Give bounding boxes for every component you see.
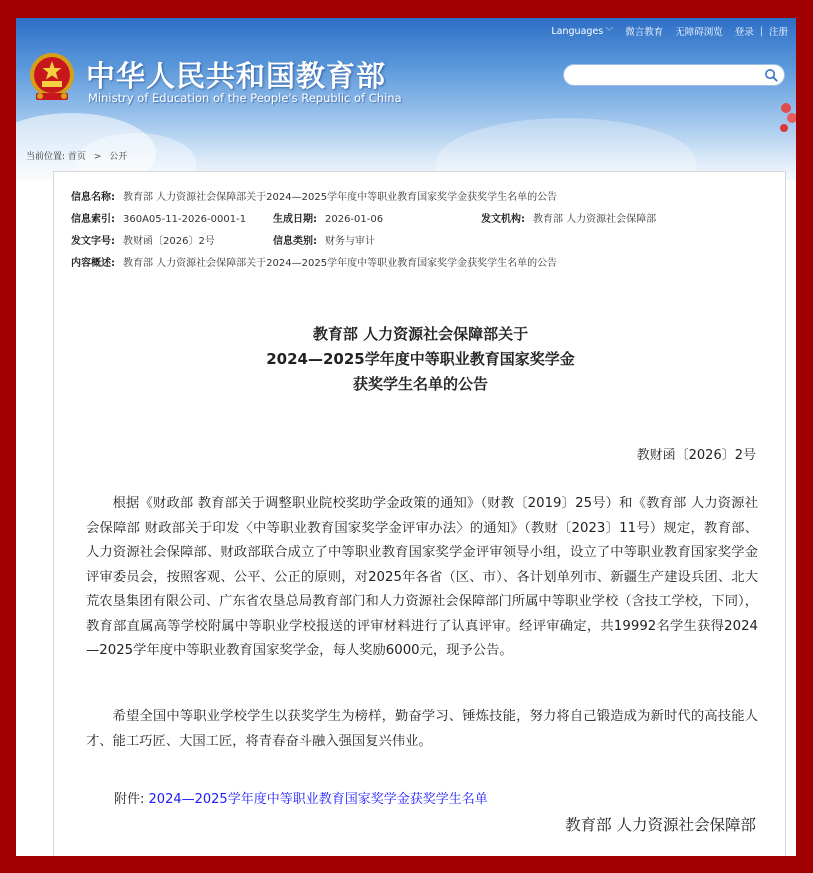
attachment-label: 附件: (114, 792, 145, 807)
breadcrumb (26, 149, 127, 162)
languages-label: Languages (551, 25, 604, 37)
languages-menu[interactable] (551, 26, 613, 37)
meta-row-summary (71, 254, 557, 269)
meta-value: 教育部 人力资源社会保障部关于2024—2025学年度中等职业教育国家奖学金获奖学生名单的公告 (123, 192, 558, 203)
search-input[interactable] (563, 64, 785, 86)
signature: 教育部 人力资源社会保障部 (565, 816, 756, 834)
separator: | (759, 25, 763, 37)
meta-key: 发文字号: (71, 236, 115, 247)
meta-value: 教育部 人力资源社会保障部关于2024—2025学年度中等职业教育国家奖学金获奖学生名单的公告 (123, 258, 558, 269)
chevron-down-icon: ﹀ (605, 26, 614, 36)
meta-row-date (273, 210, 383, 225)
meta-row-category (273, 232, 375, 247)
flower-decoration-icon (774, 98, 796, 138)
site-title[interactable]: 中华人民共和国教育部 (86, 59, 387, 93)
meta-value: 教育部 人力资源社会保障部 (533, 214, 657, 225)
breadcrumb-separator: > (93, 152, 102, 162)
document-number: 教财函〔2026〕2号 (636, 448, 756, 463)
breadcrumb-home-link[interactable]: 首页 (67, 152, 86, 162)
attachment-link[interactable]: 2024—2025学年度中等职业教育国家奖学金获奖学生名单 (148, 792, 488, 807)
document-title-line: 2024—2025学年度中等职业教育国家奖学金 (266, 350, 575, 368)
breadcrumb-label: 当前位置: (26, 152, 66, 162)
document-title-line: 获奖学生名单的公告 (352, 375, 488, 393)
search-icon[interactable] (764, 68, 779, 83)
site-header (16, 18, 796, 180)
meta-key: 信息索引: (71, 214, 115, 225)
site-subtitle: Ministry of Education of the People's Republic of China (88, 91, 402, 105)
meta-row-index (71, 210, 246, 225)
body-paragraph: 希望全国中等职业学校学生以获奖学生为榜样，勤奋学习、锤炼技能，努力将自己锻造成为新时代的高技能人才、能工巧匠、大国工匠，将青春奋斗融入强国复兴伟业。 (86, 709, 758, 749)
top-nav (551, 24, 788, 38)
meta-value: 360A05-11-2026-0001-1 (123, 214, 247, 225)
meta-key: 内容概述: (71, 258, 115, 269)
national-emblem-icon[interactable] (28, 51, 76, 103)
meta-key: 发文机构: (481, 214, 525, 225)
article-panel (53, 171, 786, 856)
page-frame (16, 18, 796, 856)
meta-value: 财务与审计 (325, 236, 375, 247)
meta-row-docnum (71, 232, 215, 247)
register-link[interactable]: 注册 (768, 27, 788, 38)
meta-value: 2026-01-06 (325, 214, 384, 225)
meta-value: 教财函〔2026〕2号 (123, 236, 215, 247)
meta-row-org (481, 210, 656, 225)
login-link[interactable]: 登录 (734, 27, 754, 38)
breadcrumb-current-link[interactable]: 公开 (109, 152, 128, 162)
document-title-line: 教育部 人力资源社会保障部关于 (312, 325, 529, 343)
meta-key: 信息类别: (273, 236, 317, 247)
attachment (114, 788, 488, 807)
meta-key: 信息名称: (71, 192, 115, 203)
meta-key: 生成日期: (273, 214, 317, 225)
weiyan-link[interactable]: 微言教育 (625, 27, 664, 38)
body-paragraph: 根据《财政部 教育部关于调整职业院校奖助学金政策的通知》（财教〔2019〕25号）和《教育部 人力资源社会保障部 财政部关于印发〈中等职业教育国家奖学金评审办法〉的通知》（教财〔2023〕11号）规定，教育部、人力资源社会保障部、财政部联合成立了中等职业教育国家奖学金评审领导小组，设立了中等职业教育国家奖学金评审委员会，按照客观、公平、公正的原则，对2025年各省（区、市）、各计划单列市、新疆生产建设兵团、北大荒农垦集团有限公司、广东省农垦总局教育部门和人力资源社会保障部门所属中等职业学校（含技工学校，下同），教育部直属高等学校附属中等职业学校报送的评审材料进行了认真评审。经评审确定，共19992名学生获得2024—2025学年度中等职业教育国家奖学金，每人奖励6000元，现予公告。 (86, 496, 758, 658)
accessibility-link[interactable]: 无障碍浏览 (675, 27, 723, 38)
meta-row-name (71, 188, 557, 203)
